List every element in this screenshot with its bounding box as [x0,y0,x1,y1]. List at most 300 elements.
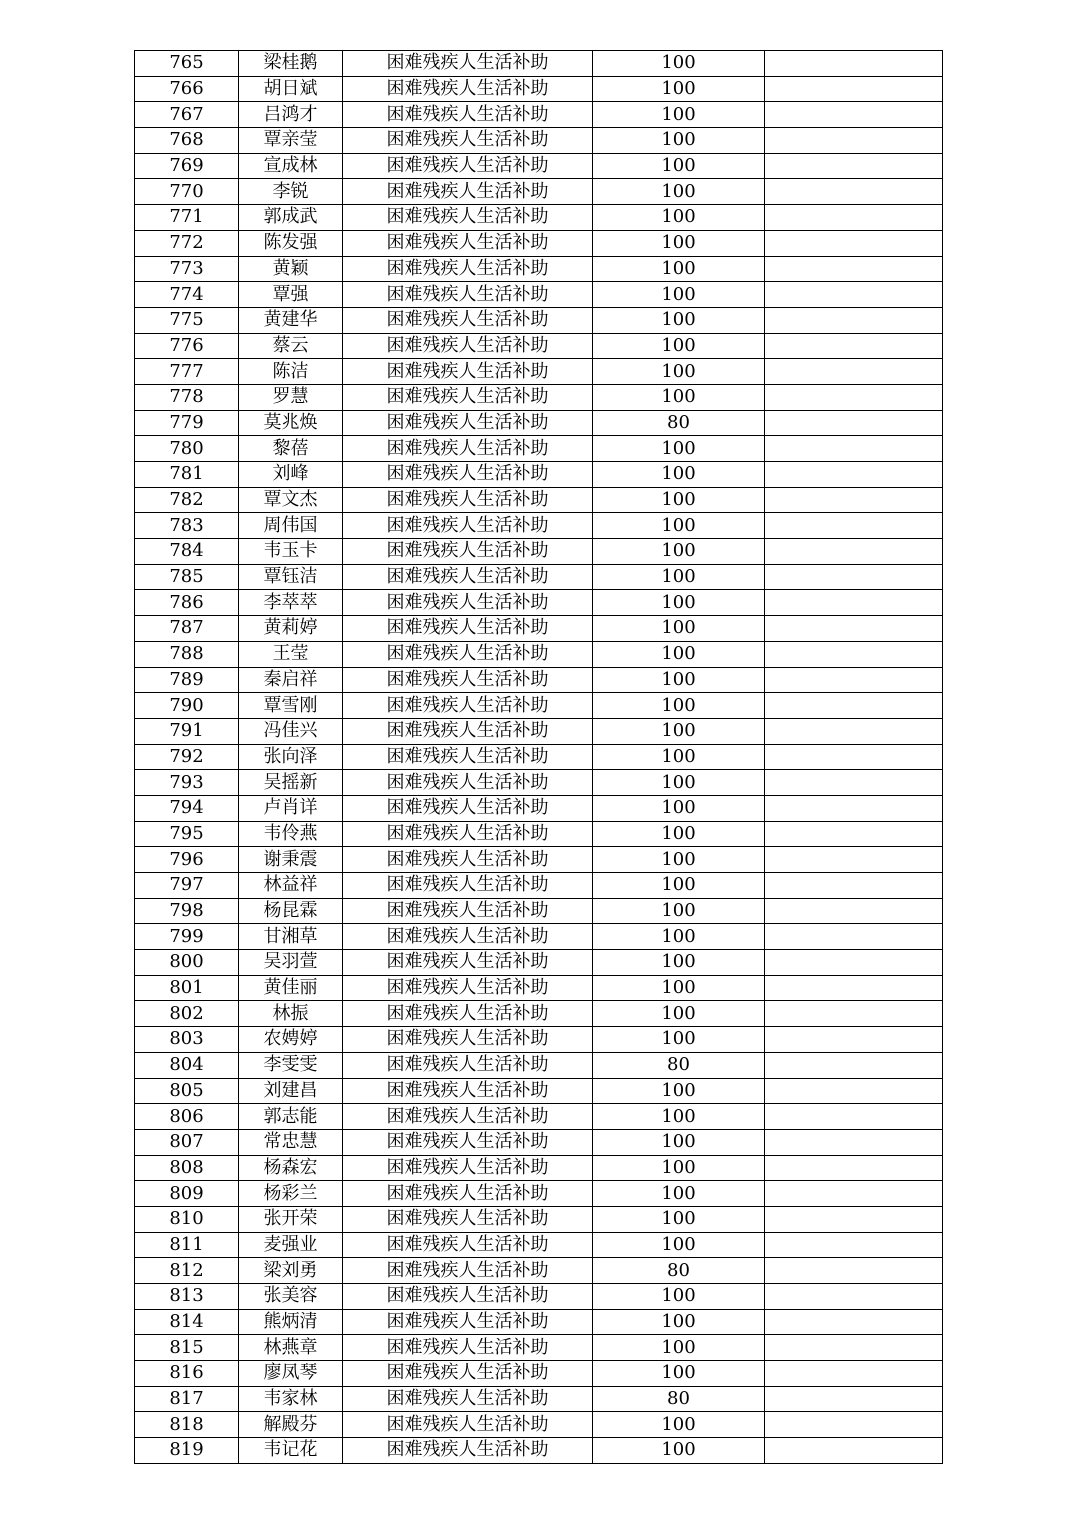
amount-cell: 100 [593,667,765,693]
recipient-name-cell: 郭成武 [239,205,343,231]
remark-cell [765,1052,943,1078]
recipient-name-cell: 吴摇新 [239,770,343,796]
amount-cell: 100 [593,795,765,821]
remark-cell [765,975,943,1001]
recipient-name-cell: 黄佳丽 [239,975,343,1001]
subsidy-item-cell: 困难残疾人生活补助 [343,1361,593,1387]
recipient-name-cell: 覃强 [239,282,343,308]
row-number-cell: 773 [135,256,239,282]
amount-cell: 100 [593,975,765,1001]
recipient-name-cell: 冯佳兴 [239,718,343,744]
table-row [135,770,943,796]
subsidy-item-cell: 困难残疾人生活补助 [343,564,593,590]
table-row [135,898,943,924]
subsidy-item-cell: 困难残疾人生活补助 [343,153,593,179]
table-row [135,359,943,385]
table-row [135,1412,943,1438]
subsidy-item-cell: 困难残疾人生活补助 [343,1078,593,1104]
recipient-name-cell: 覃亲莹 [239,128,343,154]
recipient-name-cell: 陈洁 [239,359,343,385]
amount-cell: 100 [593,205,765,231]
remark-cell [765,898,943,924]
subsidy-item-cell: 困难残疾人生活补助 [343,1001,593,1027]
table-row [135,513,943,539]
table-row [135,76,943,102]
table-row [135,1232,943,1258]
recipient-name-cell: 周伟国 [239,513,343,539]
subsidy-item-cell: 困难残疾人生活补助 [343,1155,593,1181]
amount-cell: 100 [593,1027,765,1053]
row-number-cell: 786 [135,590,239,616]
table-row [135,1104,943,1130]
subsidy-item-cell: 困难残疾人生活补助 [343,924,593,950]
amount-cell: 100 [593,256,765,282]
amount-cell: 100 [593,128,765,154]
amount-cell: 100 [593,282,765,308]
amount-cell: 100 [593,462,765,488]
recipient-name-cell: 吕鸿才 [239,102,343,128]
table-row [135,667,943,693]
row-number-cell: 803 [135,1027,239,1053]
recipient-name-cell: 黄颖 [239,256,343,282]
remark-cell [765,718,943,744]
table-row [135,384,943,410]
recipient-name-cell: 谢秉震 [239,847,343,873]
remark-cell [765,795,943,821]
amount-cell: 100 [593,307,765,333]
remark-cell [765,256,943,282]
remark-cell [765,1104,943,1130]
subsidy-item-cell: 困难残疾人生活补助 [343,205,593,231]
row-number-cell: 787 [135,616,239,642]
subsidy-item-cell: 困难残疾人生活补助 [343,51,593,77]
recipient-name-cell: 王莹 [239,641,343,667]
row-number-cell: 771 [135,205,239,231]
remark-cell [765,590,943,616]
table-row [135,616,943,642]
table-row [135,1309,943,1335]
row-number-cell: 784 [135,539,239,565]
recipient-name-cell: 杨森宏 [239,1155,343,1181]
table-row [135,1027,943,1053]
table-row [135,282,943,308]
row-number-cell: 817 [135,1386,239,1412]
recipient-name-cell: 黄莉婷 [239,616,343,642]
recipient-name-cell: 韦玉卡 [239,539,343,565]
remark-cell [765,1258,943,1284]
row-number-cell: 809 [135,1181,239,1207]
recipient-name-cell: 秦启祥 [239,667,343,693]
amount-cell: 100 [593,1206,765,1232]
row-number-cell: 792 [135,744,239,770]
table-row [135,462,943,488]
subsidy-item-cell: 困难残疾人生活补助 [343,1104,593,1130]
table-row [135,256,943,282]
row-number-cell: 780 [135,436,239,462]
row-number-cell: 806 [135,1104,239,1130]
remark-cell [765,1386,943,1412]
recipient-name-cell: 杨彩兰 [239,1181,343,1207]
table-row [135,1001,943,1027]
amount-cell: 100 [593,1078,765,1104]
remark-cell [765,282,943,308]
subsidy-item-cell: 困难残疾人生活补助 [343,436,593,462]
remark-cell [765,847,943,873]
row-number-cell: 801 [135,975,239,1001]
table-row [135,1181,943,1207]
row-number-cell: 790 [135,693,239,719]
remark-cell [765,1027,943,1053]
recipient-name-cell: 覃文杰 [239,487,343,513]
table-row [135,1438,943,1464]
table-row [135,1335,943,1361]
remark-cell [765,1361,943,1387]
subsidy-item-cell: 困难残疾人生活补助 [343,230,593,256]
table-row [135,539,943,565]
amount-cell: 100 [593,744,765,770]
remark-cell [765,1232,943,1258]
table-row [135,436,943,462]
subsidy-item-cell: 困难残疾人生活补助 [343,462,593,488]
row-number-cell: 815 [135,1335,239,1361]
table-row [135,51,943,77]
remark-cell [765,1335,943,1361]
row-number-cell: 794 [135,795,239,821]
remark-cell [765,539,943,565]
subsidy-item-cell: 困难残疾人生活补助 [343,102,593,128]
amount-cell: 100 [593,1361,765,1387]
table-row [135,1078,943,1104]
remark-cell [765,821,943,847]
amount-cell: 100 [593,873,765,899]
recipient-name-cell: 常忠慧 [239,1129,343,1155]
row-number-cell: 775 [135,307,239,333]
amount-cell: 100 [593,564,765,590]
remark-cell [765,770,943,796]
remark-cell [765,1206,943,1232]
remark-cell [765,179,943,205]
amount-cell: 100 [593,1412,765,1438]
remark-cell [765,641,943,667]
table-row [135,693,943,719]
recipient-name-cell: 甘湘草 [239,924,343,950]
amount-cell: 100 [593,770,765,796]
remark-cell [765,436,943,462]
amount-cell: 100 [593,924,765,950]
recipient-name-cell: 杨昆霖 [239,898,343,924]
amount-cell: 100 [593,950,765,976]
remark-cell [765,410,943,436]
subsidy-item-cell: 困难残疾人生活补助 [343,847,593,873]
row-number-cell: 797 [135,873,239,899]
row-number-cell: 782 [135,487,239,513]
remark-cell [765,616,943,642]
subsidy-item-cell: 困难残疾人生活补助 [343,667,593,693]
recipient-name-cell: 农娉婷 [239,1027,343,1053]
remark-cell [765,1181,943,1207]
subsidy-item-cell: 困难残疾人生活补助 [343,821,593,847]
recipient-name-cell: 郭志能 [239,1104,343,1130]
subsidy-item-cell: 困难残疾人生活补助 [343,1386,593,1412]
remark-cell [765,667,943,693]
remark-cell [765,333,943,359]
recipient-name-cell: 解殿芬 [239,1412,343,1438]
subsidy-item-cell: 困难残疾人生活补助 [343,641,593,667]
amount-cell: 100 [593,487,765,513]
remark-cell [765,1309,943,1335]
subsidy-item-cell: 困难残疾人生活补助 [343,1206,593,1232]
amount-cell: 100 [593,1335,765,1361]
subsidy-item-cell: 困难残疾人生活补助 [343,744,593,770]
table-row [135,975,943,1001]
table-row [135,333,943,359]
amount-cell: 100 [593,230,765,256]
amount-cell: 100 [593,1181,765,1207]
amount-cell: 100 [593,693,765,719]
row-number-cell: 791 [135,718,239,744]
table-row [135,1386,943,1412]
recipient-name-cell: 麦强业 [239,1232,343,1258]
row-number-cell: 776 [135,333,239,359]
subsidy-item-cell: 困难残疾人生活补助 [343,256,593,282]
row-number-cell: 793 [135,770,239,796]
row-number-cell: 777 [135,359,239,385]
row-number-cell: 788 [135,641,239,667]
row-number-cell: 781 [135,462,239,488]
table-row [135,924,943,950]
row-number-cell: 810 [135,1206,239,1232]
row-number-cell: 783 [135,513,239,539]
amount-cell: 100 [593,847,765,873]
remark-cell [765,1412,943,1438]
row-number-cell: 811 [135,1232,239,1258]
table-row [135,179,943,205]
subsidy-item-cell: 困难残疾人生活补助 [343,539,593,565]
remark-cell [765,76,943,102]
row-number-cell: 768 [135,128,239,154]
amount-cell: 100 [593,384,765,410]
subsidy-item-cell: 困难残疾人生活补助 [343,718,593,744]
row-number-cell: 778 [135,384,239,410]
recipient-name-cell: 蔡云 [239,333,343,359]
table-row [135,128,943,154]
table-row [135,821,943,847]
row-number-cell: 807 [135,1129,239,1155]
row-number-cell: 769 [135,153,239,179]
table-row [135,1129,943,1155]
table-row [135,873,943,899]
table-row [135,1206,943,1232]
remark-cell [765,1155,943,1181]
subsidy-item-cell: 困难残疾人生活补助 [343,1284,593,1310]
amount-cell: 100 [593,1438,765,1464]
recipient-name-cell: 李雯雯 [239,1052,343,1078]
amount-cell: 100 [593,1309,765,1335]
recipient-name-cell: 吴羽萱 [239,950,343,976]
table-row [135,153,943,179]
subsidy-item-cell: 困难残疾人生活补助 [343,384,593,410]
subsidy-item-cell: 困难残疾人生活补助 [343,616,593,642]
remark-cell [765,1129,943,1155]
row-number-cell: 808 [135,1155,239,1181]
recipient-name-cell: 罗慧 [239,384,343,410]
amount-cell: 80 [593,1052,765,1078]
subsidy-item-cell: 困难残疾人生活补助 [343,1232,593,1258]
table-row [135,847,943,873]
table-row [135,205,943,231]
remark-cell [765,102,943,128]
row-number-cell: 772 [135,230,239,256]
amount-cell: 100 [593,539,765,565]
amount-cell: 100 [593,1001,765,1027]
subsidy-item-cell: 困难残疾人生活补助 [343,1258,593,1284]
remark-cell [765,513,943,539]
subsidy-table-body [135,51,943,1464]
subsidy-item-cell: 困难残疾人生活补助 [343,282,593,308]
subsidy-item-cell: 困难残疾人生活补助 [343,873,593,899]
table-row [135,590,943,616]
recipient-name-cell: 张向泽 [239,744,343,770]
subsidy-item-cell: 困难残疾人生活补助 [343,1052,593,1078]
recipient-name-cell: 李锐 [239,179,343,205]
row-number-cell: 814 [135,1309,239,1335]
subsidy-item-cell: 困难残疾人生活补助 [343,307,593,333]
amount-cell: 100 [593,1129,765,1155]
row-number-cell: 813 [135,1284,239,1310]
amount-cell: 100 [593,513,765,539]
recipient-name-cell: 刘建昌 [239,1078,343,1104]
row-number-cell: 800 [135,950,239,976]
table-row [135,1155,943,1181]
row-number-cell: 796 [135,847,239,873]
table-row [135,641,943,667]
row-number-cell: 798 [135,898,239,924]
amount-cell: 100 [593,359,765,385]
amount-cell: 100 [593,641,765,667]
recipient-name-cell: 廖凤琴 [239,1361,343,1387]
row-number-cell: 819 [135,1438,239,1464]
table-row [135,564,943,590]
subsidy-item-cell: 困难残疾人生活补助 [343,128,593,154]
row-number-cell: 774 [135,282,239,308]
table-row [135,102,943,128]
remark-cell [765,128,943,154]
amount-cell: 100 [593,590,765,616]
remark-cell [765,564,943,590]
row-number-cell: 785 [135,564,239,590]
amount-cell: 100 [593,76,765,102]
row-number-cell: 805 [135,1078,239,1104]
subsidy-item-cell: 困难残疾人生活补助 [343,487,593,513]
subsidy-item-cell: 困难残疾人生活补助 [343,770,593,796]
subsidy-item-cell: 困难残疾人生活补助 [343,950,593,976]
recipient-name-cell: 刘峰 [239,462,343,488]
row-number-cell: 770 [135,179,239,205]
subsidy-table [134,50,943,1464]
row-number-cell: 766 [135,76,239,102]
amount-cell: 100 [593,616,765,642]
table-row [135,1052,943,1078]
recipient-name-cell: 陈发强 [239,230,343,256]
subsidy-item-cell: 困难残疾人生活补助 [343,1181,593,1207]
subsidy-item-cell: 困难残疾人生活补助 [343,76,593,102]
subsidy-item-cell: 困难残疾人生活补助 [343,410,593,436]
remark-cell [765,744,943,770]
amount-cell: 100 [593,898,765,924]
table-row [135,307,943,333]
subsidy-item-cell: 困难残疾人生活补助 [343,795,593,821]
subsidy-item-cell: 困难残疾人生活补助 [343,1412,593,1438]
remark-cell [765,487,943,513]
amount-cell: 100 [593,718,765,744]
amount-cell: 100 [593,821,765,847]
row-number-cell: 765 [135,51,239,77]
remark-cell [765,384,943,410]
amount-cell: 100 [593,436,765,462]
amount-cell: 100 [593,1232,765,1258]
amount-cell: 100 [593,102,765,128]
remark-cell [765,1001,943,1027]
row-number-cell: 795 [135,821,239,847]
table-row [135,1361,943,1387]
subsidy-item-cell: 困难残疾人生活补助 [343,1438,593,1464]
amount-cell: 100 [593,1104,765,1130]
subsidy-item-cell: 困难残疾人生活补助 [343,179,593,205]
remark-cell [765,307,943,333]
subsidy-item-cell: 困难残疾人生活补助 [343,359,593,385]
remark-cell [765,462,943,488]
row-number-cell: 816 [135,1361,239,1387]
table-row [135,1284,943,1310]
recipient-name-cell: 林益祥 [239,873,343,899]
amount-cell: 100 [593,333,765,359]
recipient-name-cell: 梁刘勇 [239,1258,343,1284]
remark-cell [765,1078,943,1104]
subsidy-item-cell: 困难残疾人生活补助 [343,975,593,1001]
subsidy-item-cell: 困难残疾人生活补助 [343,693,593,719]
row-number-cell: 818 [135,1412,239,1438]
remark-cell [765,1438,943,1464]
row-number-cell: 802 [135,1001,239,1027]
recipient-name-cell: 梁桂鹅 [239,51,343,77]
recipient-name-cell: 韦伶燕 [239,821,343,847]
table-row [135,950,943,976]
amount-cell: 100 [593,1284,765,1310]
recipient-name-cell: 莫兆焕 [239,410,343,436]
subsidy-item-cell: 困难残疾人生活补助 [343,1309,593,1335]
row-number-cell: 812 [135,1258,239,1284]
table-row [135,410,943,436]
remark-cell [765,359,943,385]
amount-cell: 80 [593,410,765,436]
remark-cell [765,950,943,976]
remark-cell [765,693,943,719]
recipient-name-cell: 李萃萃 [239,590,343,616]
subsidy-item-cell: 困难残疾人生活补助 [343,333,593,359]
recipient-name-cell: 熊炳清 [239,1309,343,1335]
table-row [135,230,943,256]
amount-cell: 100 [593,179,765,205]
recipient-name-cell: 覃钰洁 [239,564,343,590]
recipient-name-cell: 宣成林 [239,153,343,179]
table-row [135,718,943,744]
subsidy-item-cell: 困难残疾人生活补助 [343,590,593,616]
subsidy-item-cell: 困难残疾人生活补助 [343,513,593,539]
recipient-name-cell: 张开荣 [239,1206,343,1232]
remark-cell [765,153,943,179]
table-row [135,487,943,513]
subsidy-item-cell: 困难残疾人生活补助 [343,1129,593,1155]
